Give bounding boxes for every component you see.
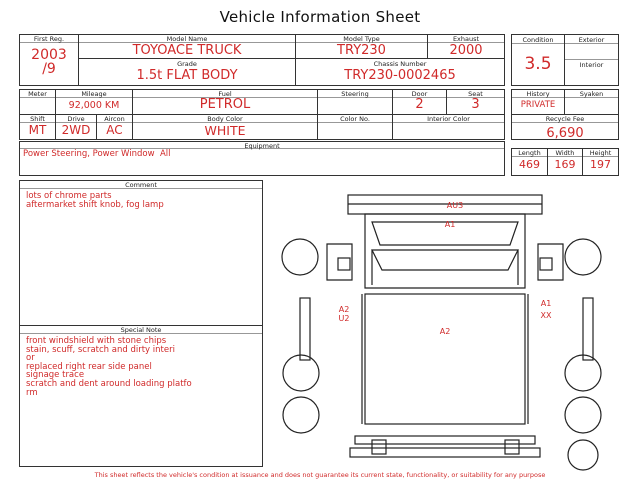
special-note-text: front windshield with stone chips stain, scuff, scratch and dirty interi or replaced right rear side panel signage trace scratch and dent around loading platfo rm [26, 336, 192, 398]
length-value: 469 [519, 158, 540, 171]
width-label: Width [555, 149, 575, 157]
grade-label: Grade [177, 60, 197, 68]
width-value: 169 [554, 158, 576, 171]
model-type-label: Model Type [343, 35, 380, 43]
interior-label: Interior [579, 61, 604, 69]
rear-right-wheel-2 [565, 397, 601, 433]
cab-roof [372, 250, 518, 270]
drive-label: Drive [67, 115, 85, 123]
model-type-value: TRY230 [337, 43, 386, 58]
door-value: 2 [415, 97, 424, 112]
condition-label: Condition [522, 36, 554, 44]
disclaimer-footer: This sheet reflects the vehicle's condition at issuance and does not guarantee its current state, functionality, or suitability for any purpose [94, 471, 546, 479]
body-color-label: Body Color [207, 115, 243, 123]
rear-left-wheel-2 [283, 397, 319, 433]
damage-windshield: A1 [444, 220, 456, 229]
comment-text: lots of chrome parts aftermarket shift knob, fog lamp [26, 191, 164, 210]
equipment-label: Equipment [244, 142, 280, 150]
color-no-label: Color No. [340, 115, 370, 123]
height-label: Height [589, 149, 612, 157]
seat-label: Seat [468, 90, 483, 98]
steering-label: Steering [341, 90, 369, 98]
shift-label: Shift [30, 115, 45, 123]
equipment-value: Power Steering, Power Window All [23, 149, 171, 159]
exterior-label: Exterior [578, 36, 605, 44]
recycle-fee-label: Recycle Fee [545, 115, 585, 123]
recycle-fee-value: 6,690 [546, 126, 584, 141]
grade-value: 1.5t FLAT BODY [136, 68, 238, 83]
aircon-value: AC [106, 123, 123, 137]
exhaust-value: 2000 [449, 43, 483, 58]
damage-front: AU3 [446, 201, 464, 210]
mileage-value: 92,000 KM [68, 100, 120, 111]
damage-bed: A2 [439, 327, 451, 336]
height-value: 197 [590, 158, 611, 171]
history-label: History [526, 90, 550, 98]
aircon-label: Aircon [104, 115, 125, 123]
model-name-value: TOYOACE TRUCK [132, 43, 242, 58]
model-name-label: Model Name [166, 35, 208, 43]
length-label: Length [518, 149, 541, 157]
drive-value: 2WD [61, 123, 91, 137]
special-note-label: Special Note [120, 326, 162, 334]
condition-value: 3.5 [524, 54, 552, 74]
damage-right-side: A1 XX [540, 299, 552, 320]
meter-label: Meter [28, 90, 47, 98]
page-title: Vehicle Information Sheet [219, 8, 421, 26]
damage-left-side: A2 U2 [338, 305, 350, 323]
body-color-value: WHITE [204, 123, 246, 138]
shift-value: MT [28, 123, 47, 137]
comment-label: Comment [125, 181, 157, 189]
door-label: Door [411, 90, 428, 98]
fuel-label: Fuel [218, 90, 232, 98]
left-mirror [338, 258, 350, 270]
first-reg-label: First Reg. [33, 35, 65, 43]
seat-value: 3 [471, 97, 480, 112]
spare-wheel [568, 440, 598, 470]
chassis-label: Chassis Number [373, 60, 427, 68]
fuel-value: PETROL [199, 97, 251, 112]
front-left-wheel [282, 239, 318, 275]
exhaust-label: Exhaust [452, 35, 480, 43]
interior-color-label: Interior Color [427, 115, 470, 123]
first-reg-value: 2003 /9 [31, 47, 67, 77]
mileage-label: Mileage [81, 90, 107, 98]
history-value: PRIVATE [520, 100, 556, 110]
right-mirror [540, 258, 552, 270]
cargo-bed [365, 294, 525, 424]
chassis-value: TRY230-0002465 [344, 68, 456, 83]
syaken-label: Syaken [579, 90, 604, 98]
front-right-wheel [565, 239, 601, 275]
